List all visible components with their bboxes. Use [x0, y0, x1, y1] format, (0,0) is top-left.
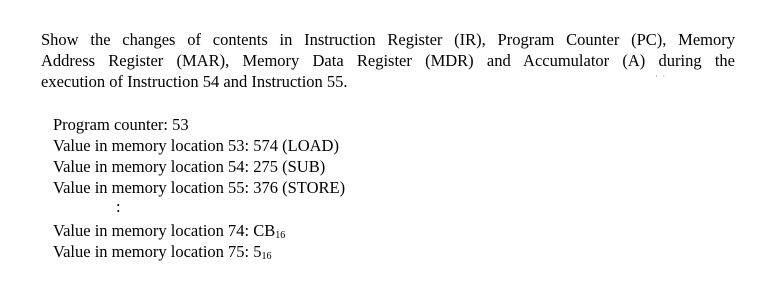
memory-location-74-base: 16 — [275, 230, 286, 241]
vertical-ellipsis: : — [116, 197, 121, 216]
memory-location-75-text: Value in memory location 75: 5 — [53, 242, 262, 261]
question-text — [41, 29, 735, 92]
memory-location-74-text: Value in memory location 74: CB — [53, 221, 276, 240]
question-line-3: execution of Instruction 54 and Instruction 55. — [41, 72, 348, 91]
question-line-1: Show the changes of contents in Instruction Register (IR), Program Counter (PC), Memory — [41, 30, 735, 49]
given-values-block — [53, 114, 345, 262]
memory-location-75-base: 16 — [261, 251, 272, 262]
memory-location-54: Value in memory location 54: 275 (SUB) — [53, 157, 326, 176]
question-line-2: Address Register (MAR), Memory Data Register (MDR) and Accumulator (A) during the — [41, 51, 735, 70]
memory-location-75 — [53, 241, 345, 262]
program-counter-value: Program counter: 53 — [53, 115, 189, 134]
memory-location-53: Value in memory location 53: 574 (LOAD) — [53, 136, 339, 155]
memory-location-74 — [53, 220, 345, 241]
faint-mark: · · — [655, 71, 667, 81]
memory-location-55: Value in memory location 55: 376 (STORE) — [53, 178, 346, 197]
